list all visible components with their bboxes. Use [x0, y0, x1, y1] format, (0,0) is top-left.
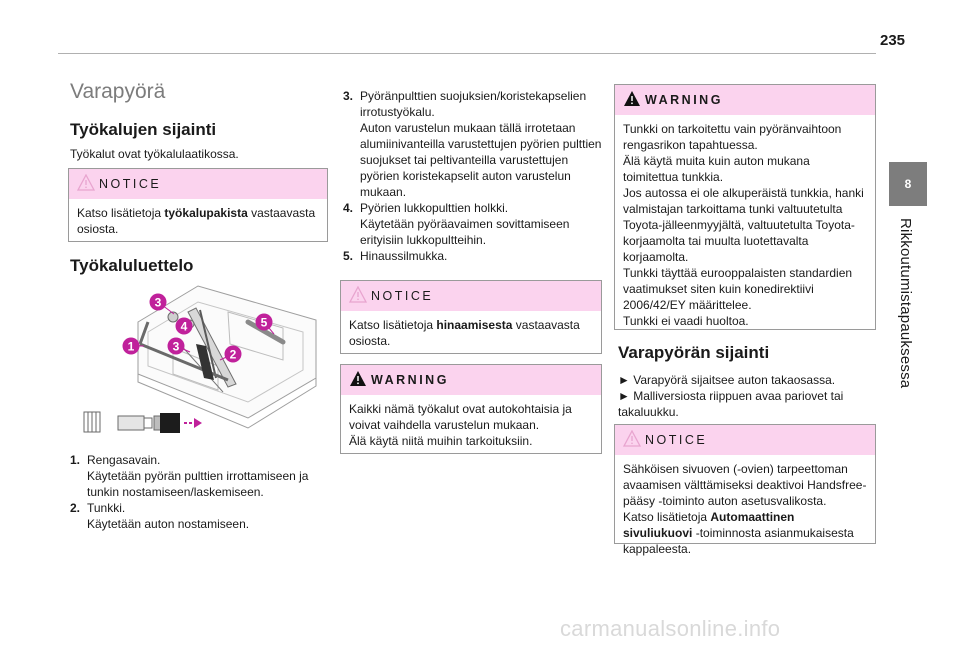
svg-text:5: 5	[260, 315, 268, 330]
tool-list-3-5	[343, 88, 603, 264]
notice-triangle-icon	[77, 174, 95, 196]
bullet-item	[618, 388, 874, 420]
notice-link-sliding-door[interactable]: Automaattinen sivuliukuovi	[623, 510, 795, 540]
list-item	[343, 200, 603, 248]
svg-text:3: 3	[154, 295, 162, 310]
notice-box-sliding-door	[614, 424, 876, 556]
column-1	[70, 80, 326, 103]
notice-body	[69, 199, 327, 243]
toolkit-illustration	[78, 282, 322, 438]
warning-text: Älä käytä niitä muihin tarkoituksiin.	[349, 434, 533, 448]
svg-text:2: 2	[229, 347, 237, 362]
warning-triangle-icon	[349, 370, 367, 392]
warning-text: Tunkki täyttää eurooppalaisten standardien vaatimukset siten kuin konedirektiivi 2006/42/EY määrittelee.	[623, 266, 853, 312]
page-number: 235	[880, 32, 906, 49]
list-item-title: Hinaussilmukka.	[360, 249, 448, 263]
notice-header	[341, 281, 601, 311]
notice-header	[69, 169, 327, 199]
notice-link-towing[interactable]: hinaamisesta	[436, 318, 513, 332]
list-item-title: Pyörien lukkopulttien holkki.	[360, 201, 509, 215]
chapter-tab[interactable]: 8	[889, 162, 927, 206]
list-item	[343, 248, 603, 264]
spare-location-bullets	[618, 372, 874, 420]
notice-text: Sähköisen sivuoven (-ovien) tarpeettoman avaamisen välttämiseksi deaktivoi Handsfree-pääsy -toiminto auton asetusvalikosta.	[623, 462, 867, 508]
notice-link-toolkit[interactable]: työkalupakista	[164, 206, 248, 220]
notice-title: NOTICE	[371, 289, 434, 303]
header-rule	[58, 53, 876, 54]
list-item-desc: Auton varustelun mukaan tällä irrotetaan alumiinivanteilla varustettujen pyörien pulttien suojukset tai peltivanteilla varustettujen pyörien koristekapselit auton varustelun mukaan.	[360, 121, 602, 199]
warning-body	[615, 115, 875, 335]
notice-text-end: vastaavasta osiosta.	[77, 206, 316, 236]
svg-text:4: 4	[180, 319, 188, 334]
list-item	[70, 452, 326, 500]
notice-text-end: vastaavasta osiosta.	[349, 318, 580, 348]
list-item-desc: Käytetään pyörän pulttien irrottamiseen ja tunkin nostamiseen/laskemiseen.	[87, 469, 309, 499]
notice-box-toolkit	[68, 168, 328, 242]
socket-tools	[84, 412, 202, 433]
callout-4	[176, 318, 193, 335]
notice-triangle-icon	[349, 286, 367, 308]
section-heading-tool-list: Työkaluluettelo	[70, 256, 194, 275]
list-item-desc: Käytetään pyöräavaimen sovittamiseen erityisiin lukkopultteihin.	[360, 217, 570, 247]
list-item	[70, 500, 326, 532]
list-item	[343, 88, 603, 200]
notice-body	[341, 311, 601, 355]
warning-header	[341, 365, 601, 395]
list-number: 4.	[343, 201, 354, 215]
warning-text: Tunkki ei vaadi huoltoa.	[623, 314, 749, 328]
notice-text: Katso lisätietoja	[77, 206, 165, 220]
section-heading-spare-location: Varapyörän sijainti	[618, 343, 770, 362]
warning-text: Kaikki nämä työkalut ovat autokohtaisia ja voivat vaihdella varustelun mukaan.	[349, 402, 572, 432]
notice-title: NOTICE	[99, 177, 162, 191]
chapter-label-text: Rikkoutumistapauksessa	[897, 218, 914, 389]
bullet-arrow-icon: ►	[618, 373, 634, 387]
bullet-arrow-icon: ►	[618, 389, 634, 403]
list-number: 3.	[343, 89, 354, 103]
list-item-title: Rengasavain.	[87, 453, 161, 467]
warning-box-tools	[340, 364, 602, 454]
list-number: 2.	[70, 501, 81, 515]
section-heading-tool-location: Työkalujen sijainti	[70, 120, 217, 139]
warning-body	[341, 395, 601, 455]
warning-triangle-icon	[623, 90, 641, 112]
list-item-title: Tunkki.	[87, 501, 126, 515]
toolkit-drawing	[78, 282, 322, 438]
warning-text: Jos autossa ei ole alkuperäistä tunkkia, hanki valmistajan tarkoittama tunki valtuutetulta Toyota-jälleenmyyjältä, valtuutetulta Toyota-korjaamolta tai muulta luotettavalta korjaamolta.	[623, 186, 864, 264]
bullet-text: Varapyörä sijaitsee auton takaosassa.	[633, 373, 836, 387]
page-title: Varapyörä	[70, 80, 166, 103]
bullet-item	[618, 372, 874, 388]
bullet-text: Malliversiosta riippuen avaa pariovet tai takaluukku.	[618, 389, 844, 419]
notice-box-towing	[340, 280, 602, 354]
list-item-desc: Käytetään auton nostamiseen.	[87, 517, 250, 531]
warning-box-jack	[614, 84, 876, 330]
tool-location-text: Työkalut ovat työkalulaatikossa.	[70, 147, 239, 161]
list-number: 1.	[70, 453, 81, 467]
notice-header	[615, 425, 875, 455]
warning-title: WARNING	[645, 93, 723, 107]
notice-text-end: -toiminnosta asianmukaisesta kappaleesta.	[623, 526, 854, 556]
list-number: 5.	[343, 249, 354, 263]
chapter-label	[897, 218, 921, 398]
warning-text: Älä käytä muita kuin auton mukana toimitettua tunkkia.	[623, 154, 810, 184]
notice-text: Katso lisätietoja	[623, 510, 711, 524]
notice-title: NOTICE	[645, 433, 708, 447]
svg-text:1: 1	[127, 339, 135, 354]
tool-list-1-2	[70, 452, 326, 532]
svg-text:3: 3	[172, 339, 180, 354]
notice-text: Katso lisätietoja	[349, 318, 437, 332]
warning-title: WARNING	[371, 373, 449, 387]
notice-body	[615, 455, 875, 563]
notice-text-ref	[623, 509, 867, 557]
warning-header	[615, 85, 875, 115]
notice-triangle-icon	[623, 430, 641, 452]
list-item-title: Pyöränpulttien suojuksien/koristekapselien irrotustyökalu.	[360, 89, 587, 119]
watermark: carmanualsonline.info	[560, 616, 781, 641]
warning-text: Tunkki on tarkoitettu vain pyöränvaihtoon rengasrikon tapahtuessa.	[623, 122, 842, 152]
